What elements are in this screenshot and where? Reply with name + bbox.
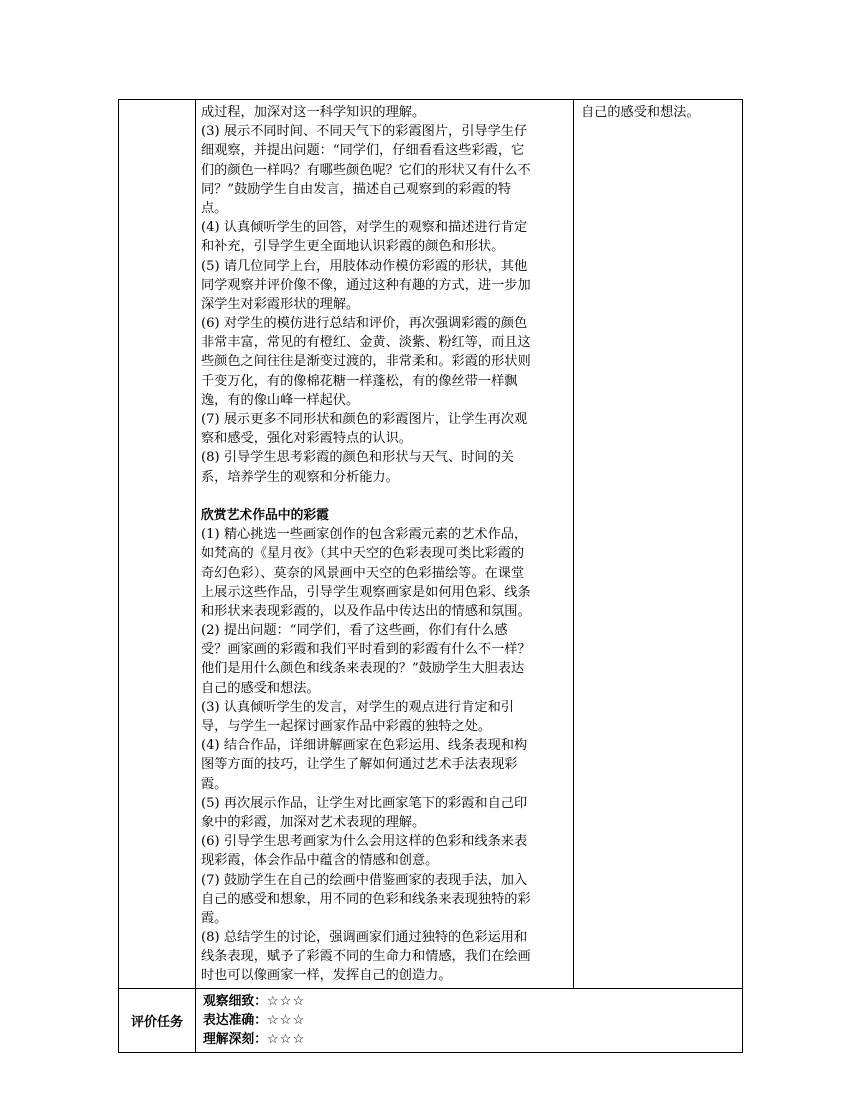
text-line: 成过程，加深对这一科学知识的理解。: [201, 105, 426, 120]
text-line: 他们是用什么颜色和线条来表现的？”鼓励学生大胆表达: [201, 661, 525, 677]
evaluation-item-name: 观察细致：: [203, 993, 267, 1009]
text-line: (1) 精心挑选一些画家创作的包含彩霞元素的艺术作品，: [201, 527, 528, 543]
teacher-activity-cell: [196, 100, 574, 989]
blank-line: [201, 487, 570, 506]
text-line: 奇幻色彩）、莫奈的风景画中天空的色彩描绘等。在课堂: [201, 565, 525, 581]
text-line: 上展示这些作品，引导学生观察画家是如何用色彩、线条: [201, 584, 531, 600]
text-line: (2) 提出问题：“同学们，看了这些画，你们有什么感: [201, 623, 508, 639]
lesson-plan-table: [118, 99, 743, 1053]
evaluation-stars: ☆☆☆: [266, 1012, 306, 1028]
activity-row: [119, 100, 743, 989]
evaluation-item-name: 理解深刻：: [203, 1032, 267, 1048]
text-line: (6) 引导学生思考画家为什么会用这样的色彩和线条来表: [201, 834, 528, 850]
text-line: (5) 请几位同学上台，用肢体动作模仿彩霞的形状，其他: [201, 258, 528, 274]
text-line: 点。: [201, 200, 228, 216]
text-line: 和补充，引导学生更全面地认识彩霞的颜色和形状。: [201, 239, 505, 255]
text-line: 自己的感受和想法。: [201, 680, 320, 696]
evaluation-row: [119, 988, 743, 1053]
text-line: (6) 对学生的模仿进行总结和评价，再次强调彩霞的颜色: [201, 316, 528, 332]
text-line: 深学生对彩霞形状的理解。: [201, 296, 360, 312]
evaluation-item-name: 表达准确：: [203, 1012, 267, 1028]
text-line: 千变万化，有的像棉花糖一样蓬松，有的像丝带一样飘: [201, 373, 518, 389]
text-line: (7) 展示更多不同形状和颜色的彩霞图片，让学生再次观: [201, 412, 528, 427]
text-line: (4) 认真倾听学生的回答，对学生的观察和描述进行肯定: [201, 220, 528, 236]
student-activity-cell: [574, 100, 743, 989]
text-line: 霞。: [201, 776, 228, 792]
text-line: 系，培养学生的观察和分析能力。: [201, 469, 399, 485]
evaluation-label: 评价任务: [119, 988, 196, 1053]
text-line: (3) 展示不同时间、不同天气下的彩霞图片，引导学生仔: [201, 124, 528, 140]
text-line: 霞。: [201, 910, 228, 926]
evaluation-stars: ☆☆☆: [266, 993, 306, 1009]
evaluation-item: [203, 1011, 738, 1030]
text-line: 导，与学生一起探讨画家作品中彩霞的独特之处。: [201, 719, 492, 734]
text-line: (4) 结合作品，详细讲解画家在色彩运用、线条表现和构: [201, 738, 528, 754]
text-line: 同？”鼓励学生自由发言，描述自己观察到的彩霞的特: [201, 181, 512, 197]
text-line: 细观察，并提出问题：“同学们，仔细看看这些彩霞，它: [201, 143, 525, 159]
text-line: 线条表现，赋予了彩霞不同的生命力和情感，我们在绘画: [201, 949, 531, 965]
evaluation-item: [203, 992, 738, 1011]
text-line: 非常丰富，常见的有橙红、金黄、淡紫、粉红等，而且这: [201, 335, 531, 351]
text-line: 自己的感受和想象，用不同的色彩和线条来表现独特的彩: [201, 891, 531, 907]
text-line: (5) 再次展示作品，让学生对比画家笔下的彩霞和自己印: [201, 795, 528, 811]
text-line: 现彩霞，体会作品中蕴含的情感和创意。: [201, 853, 439, 869]
text-line: 时也可以像画家一样，发挥自己的创造力。: [201, 968, 452, 984]
text-line: (8) 引导学生思考彩霞的颜色和形状与天气、时间的关: [201, 450, 514, 466]
student-activity-text: 自己的感受和想法。: [581, 105, 700, 120]
text-line: 些颜色之间往往是渐变过渡的，非常柔和。彩霞的形状则: [201, 354, 531, 370]
text-line: 同学观察并评价像不像，通过这种有趣的方式，进一步加: [201, 277, 531, 293]
text-line: 和形状来表现彩霞的，以及作品中传达出的情感和氛围。: [201, 603, 531, 619]
text-line: 们的颜色一样吗？有哪些颜色呢？它们的形状又有什么不: [201, 162, 531, 178]
text-line: (3) 认真倾听学生的发言，对学生的观点进行肯定和引: [201, 699, 514, 715]
text-line: (8) 总结学生的讨论，强调画家们通过独特的色彩运用和: [201, 930, 528, 946]
text-line: 受？画家画的彩霞和我们平时看到的彩霞有什么不一样？: [201, 642, 531, 658]
evaluation-content-cell: [196, 988, 743, 1053]
text-line: 图等方面的技巧，让学生了解如何通过艺术手法表现彩: [201, 757, 518, 773]
evaluation-stars: ☆☆☆: [266, 1032, 306, 1048]
evaluation-item: [203, 1030, 738, 1049]
text-line: 象中的彩霞，加深对艺术表现的理解。: [201, 814, 426, 830]
row-label-cell: [119, 100, 196, 989]
section-heading: 欣赏艺术作品中的彩霞: [201, 507, 329, 523]
text-line: 察和感受，强化对彩霞特点的认识。: [201, 431, 412, 447]
text-line: (7) 鼓励学生在自己的绘画中借鉴画家的表现手法，加入: [201, 872, 528, 888]
teacher-activity-content: [196, 100, 573, 988]
text-line: 逸，有的像山峰一样起伏。: [201, 392, 360, 408]
text-line: 如梵高的《星月夜》（其中天空的色彩表现可类比彩霞的: [201, 546, 525, 562]
